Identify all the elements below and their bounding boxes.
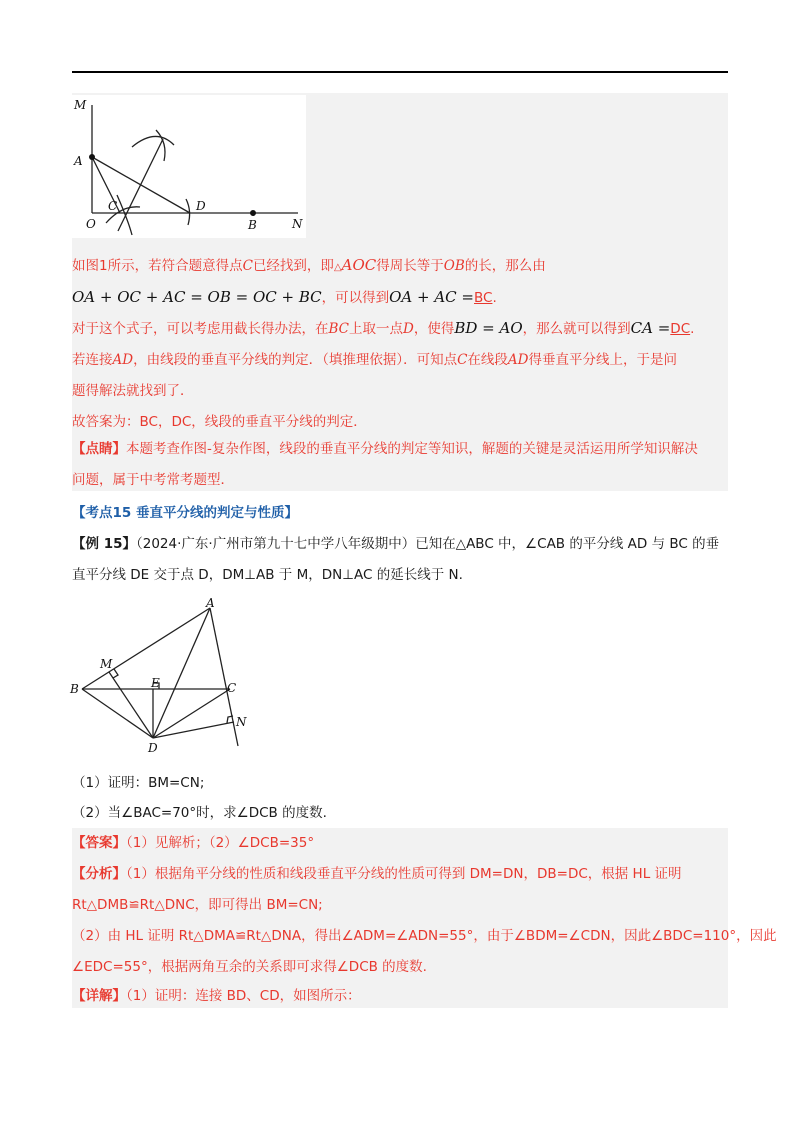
math-c: C (242, 258, 253, 274)
solution-line-5: 题得解法就找到了． (72, 383, 194, 399)
text-frag: 已经找到，即 (252, 258, 334, 274)
bisector-line (118, 139, 163, 231)
text-frag: ，那么就可以得到 (522, 321, 631, 337)
point-a-dot (89, 154, 95, 160)
comment-line-1 (72, 439, 698, 459)
comment-text: 本题考查作图-复杂作图，线段的垂直平分线的判定等知识，解题的关键是灵活运用所学知识解决 (126, 441, 698, 457)
label-a: A (206, 596, 215, 610)
solution-line-6: 故答案为：BC，DC，线段的垂直平分线的判定． (72, 414, 367, 430)
math-ad: AD (507, 352, 529, 368)
equation: OA + OC + AC = OB = OC + BC (72, 288, 322, 306)
analysis-line-3: （2）由 HL 证明 Rt△DMA≌Rt△DNA，得出∠ADM=∠ADN=55°，由于∠BDM=∠CDN，因此∠BDC=110°，因此 (72, 928, 777, 944)
math-c: C (457, 352, 468, 368)
text-frag: 若连接 (72, 352, 113, 368)
label-m: M (74, 98, 87, 112)
right-angle-m (113, 669, 118, 678)
point-b-dot (250, 210, 256, 216)
segment-bd (82, 689, 153, 738)
math-ob: OB (443, 258, 465, 274)
analysis-tag: 【分析】 (72, 866, 126, 882)
question-1: （1）证明：BM=CN; (72, 775, 205, 791)
section-heading: 【考点15 垂直平分线的判定与性质】 (72, 505, 298, 521)
example-tag: 【例 15】 (72, 536, 136, 552)
equation-3: BD = AO (454, 319, 523, 337)
text-frag: 在线段 (467, 352, 508, 368)
solution-line-2 (72, 287, 497, 308)
detail-text: （1）证明：连接 BD、CD，如图所示： (126, 988, 361, 1004)
segment-ab (82, 608, 210, 689)
equation-4: CA = (630, 319, 671, 337)
solution-line-3 (72, 318, 694, 339)
equation-2: OA + AC = (389, 288, 474, 306)
text-frag: 如图1所示，若符合题意得点 (72, 258, 243, 274)
label-o: O (86, 217, 96, 231)
figure-2 (60, 596, 260, 760)
text-frag: ，由线段的垂直平分线的判定．（填推理依据）．可知点 (133, 352, 458, 368)
label-n: N (236, 715, 247, 729)
label-d: D (148, 741, 158, 755)
analysis-text: （1）根据角平分线的性质和线段垂直平分线的性质可得到 DM=DN，DB=DC，根据 HL 证明 (126, 866, 682, 882)
answer-tag: 【答案】 (72, 835, 126, 851)
analysis-line-1 (72, 864, 682, 884)
bisector-ad (153, 608, 210, 738)
answer-blank-2: DC (670, 321, 691, 337)
text-frag: 得垂直平分线上，于是问 (528, 352, 677, 368)
text-frag: ，使得 (413, 321, 455, 337)
text-frag: . (492, 290, 497, 306)
comment-tag: 【点睛】 (72, 441, 126, 457)
answer-text: （1）见解析；（2）∠DCB=35° (126, 835, 315, 851)
figure-1 (70, 95, 306, 238)
text-frag: 对于这个式子，可以考虑用截长得办法，在 (72, 321, 329, 337)
math-ad: AD (112, 352, 134, 368)
label-c: C (227, 681, 237, 695)
question-2: （2）当∠BAC=70°时，求∠DCB 的度数. (72, 805, 327, 821)
label-a: A (74, 154, 83, 168)
comment-line-2: 问题，属于中考常考题型． (72, 472, 234, 488)
analysis-line-2: Rt△DMB≌Rt△DNC，即可得出 BM=CN; (72, 897, 323, 913)
detail-line (72, 986, 361, 1006)
figure-1-diagram (70, 95, 306, 238)
label-n: N (292, 217, 303, 231)
header-rule (72, 71, 728, 73)
solution-line-1 (72, 255, 546, 278)
math-d: D (403, 321, 414, 337)
answer-line (72, 833, 314, 853)
answer-blank-1: BC (474, 290, 493, 306)
segment-dm (109, 672, 153, 738)
triangle-symbol: △ (333, 262, 342, 273)
math-bc: BC (328, 321, 350, 337)
example-text: （2024·广东·广州市第九十七中学八年级期中）已知在△ABC 中，∠CAB 的平分线 AD 与 BC 的垂 (136, 536, 720, 552)
solution-line-4 (72, 350, 677, 370)
label-e: E (151, 676, 160, 690)
arc-3 (132, 136, 174, 147)
label-c: C (108, 199, 118, 213)
label-b: B (248, 218, 257, 232)
analysis-line-4: ∠EDC=55°，根据两角互余的关系即可求得∠DCB 的度数. (72, 959, 427, 975)
text-frag: ，可以得到 (321, 290, 390, 306)
label-m: M (100, 657, 113, 671)
label-d: D (196, 199, 206, 213)
answer-panel (72, 828, 728, 1008)
figure-2-diagram (60, 596, 260, 756)
text-frag: 得周长等于 (376, 258, 444, 274)
text-frag: 的长，那么由 (464, 258, 546, 274)
math-aoc: AOC (341, 256, 377, 274)
label-b: B (70, 682, 79, 696)
detail-tag: 【详解】 (72, 988, 126, 1004)
example-line-1 (72, 534, 719, 554)
text-frag: . (690, 321, 695, 337)
text-frag: 上取一点 (349, 321, 404, 337)
example-line-2: 直平分线 DE 交于点 D，DM⊥AB 于 M，DN⊥AC 的延长线于 N. (72, 567, 463, 583)
